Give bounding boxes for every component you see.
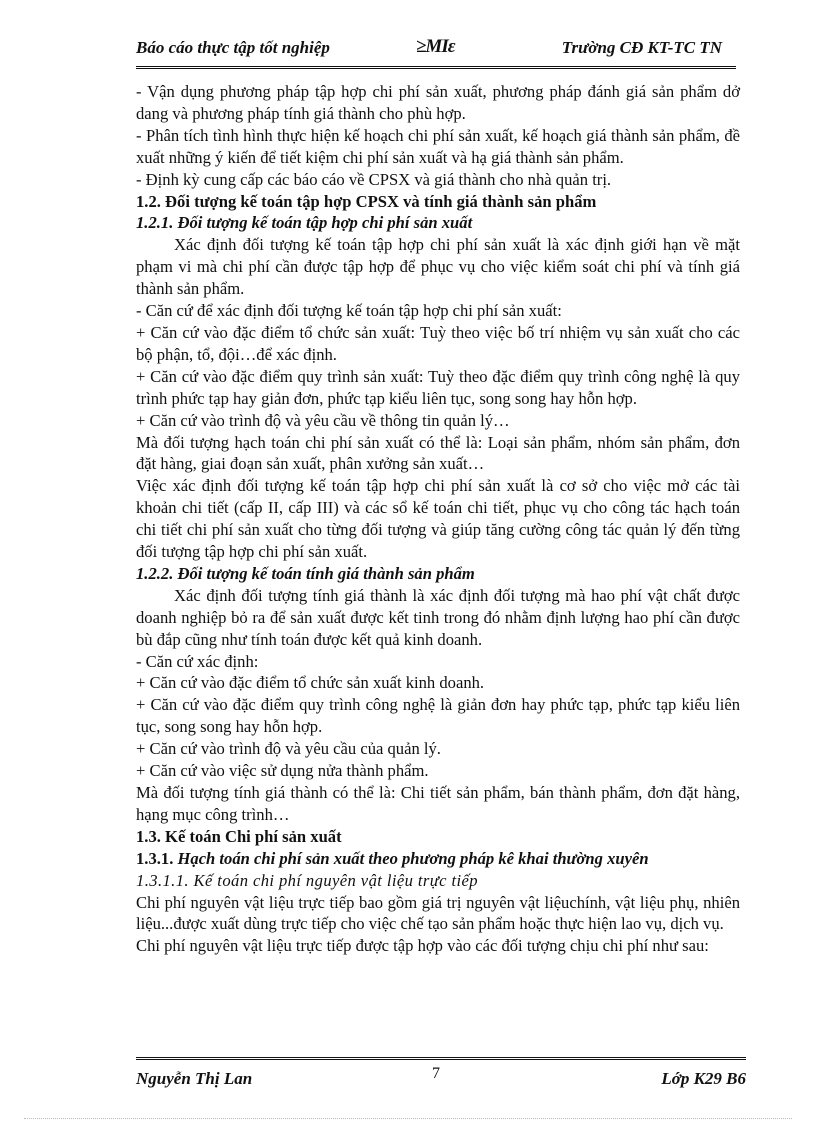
paragraph: Chi phí nguyên vật liệu trực tiếp được tập hợp vào các đối tượng chịu chi phí như sau: [136,936,709,956]
section-heading-1-2: 1.2. Đối tượng kế toán tập hợp CPSX và tính giá thành sản phẩm [136,191,597,211]
page-number: 7 [432,1065,440,1082]
paragraph: - Vận dụng phương pháp tập hợp chi phí sản xuất, phương pháp đánh giá sản phẩm dở dang và phương pháp tính giá thành cho phù hợp. [136,82,740,123]
section-heading-1-3-1-1: 1.3.1.1. Kế toán chi phí nguyên vật liệu trực tiếp [136,870,478,890]
header-school-name: Trường CĐ KT-TC TN [561,38,722,57]
header-divider [136,66,736,69]
paragraph: Việc xác định đối tượng kế toán tập hợp chi phí sản xuất là cơ sở cho việc mở các tài khoản chi tiết (cấp II, cấp III) và các sổ kế toán chi tiết, phục vụ cho công tác hạch toán chi tiết chi phí sản xuất cho từng đối tượng và giúp tăng cường công tác quản lý đến từng đối tượng tập hợp chi phí sản xuất. [136,476,740,562]
paragraph: + Căn cứ vào việc sử dụng nửa thành phẩm. [136,761,429,781]
heading-number: 1.3.1. [136,848,178,868]
header-report-title: Báo cáo thực tập tốt nghiệp [136,38,330,57]
section-heading-1-3: 1.3. Kế toán Chi phí sản xuất [136,826,342,846]
paragraph: + Căn cứ vào đặc điểm quy trình công nghệ là giản đơn hay phức tạp, phức tạp kiểu liên tục, song song hay hỗn hợp. [136,695,740,737]
page-edge [24,1118,792,1119]
page-footer [136,1065,746,1091]
paragraph: + Căn cứ vào trình độ và yêu cầu về thông tin quản lý… [136,410,510,430]
footer-author: Nguyễn Thị Lan [136,1069,253,1088]
paragraph: + Căn cứ vào đặc điểm quy trình sản xuất: Tuỳ theo đặc điểm quy trình công nghệ là quy trình phức tạp hay giản đơn, phức tạp kiểu liên tục, song song hay hỗn hợp. [136,366,740,408]
paragraph: + Căn cứ vào đặc điểm tổ chức sản xuất: Tuỳ theo việc bố trí nhiệm vụ sản xuất cho các bộ phận, tổ, đội…để xác định. [136,322,740,364]
paragraph: Mà đối tượng hạch toán chi phí sản xuất có thể là: Loại sản phẩm, nhóm sản phẩm, đơn đặt hàng, giai đoạn sản xuất, phân xưởng sản xuất… [136,432,740,474]
document-body [136,81,740,957]
page-header [136,38,736,64]
paragraph: - Định kỳ cung cấp các báo cáo về CPSX và giá thành cho nhà quản trị. [136,169,612,189]
header-logo: ≥ΜIε [416,36,455,57]
paragraph: + Căn cứ vào trình độ và yêu cầu của quản lý. [136,739,441,759]
footer-divider [136,1057,746,1060]
paragraph: + Căn cứ vào đặc điểm tổ chức sản xuất kinh doanh. [136,673,485,693]
section-heading-1-3-1 [136,848,740,870]
footer-class: Lớp K29 B6 [661,1069,746,1088]
paragraph: Xác định đối tượng tính giá thành là xác định đối tượng mà hao phí vật chất được doanh nghiệp bỏ ra để sản xuất được kết tinh trong đó nhằm định lượng hao phí cần được bù đắp cũng như tính toán được kết quả kinh doanh. [136,585,740,649]
paragraph: Chi phí nguyên vật liệu trực tiếp bao gồm giá trị nguyên vật liệuchính, vật liệu phụ, nhiên liệu...được xuất dùng trực tiếp cho việc chế tạo sản phẩm hoặc thực hiện lao vụ, dịch vụ. [136,892,740,934]
paragraph: Mà đối tượng tính giá thành có thể là: Chi tiết sản phẩm, bán thành phẩm, đơn đặt hàng, hạng mục công trình… [136,783,740,824]
paragraph: - Căn cứ xác định: [136,651,259,671]
heading-text: Hạch toán chi phí sản xuất theo phương pháp kê khai thường xuyên [177,848,649,868]
section-heading-1-2-1: 1.2.1. Đối tượng kế toán tập hợp chi phí sản xuất [136,213,473,233]
paragraph: - Căn cứ để xác định đối tượng kế toán tập hợp chi phí sản xuất: [136,301,562,321]
section-heading-1-2-2: 1.2.2. Đối tượng kế toán tính giá thành sản phẩm [136,563,475,583]
paragraph: - Phân tích tình hình thực hiện kế hoạch chi phí sản xuất, kế hoạch giá thành sản phẩm, đề xuất những ý kiến để tiết kiệm chi phí sản xuất và hạ giá thành sản phẩm. [136,125,740,167]
paragraph: Xác định đối tượng kế toán tập hợp chi phí sản xuất là xác định giới hạn về mặt phạm vi mà chi phí cần được tập hợp để phục vụ cho việc kiểm soát chi phí và tính giá thành sản phẩm. [136,235,740,299]
